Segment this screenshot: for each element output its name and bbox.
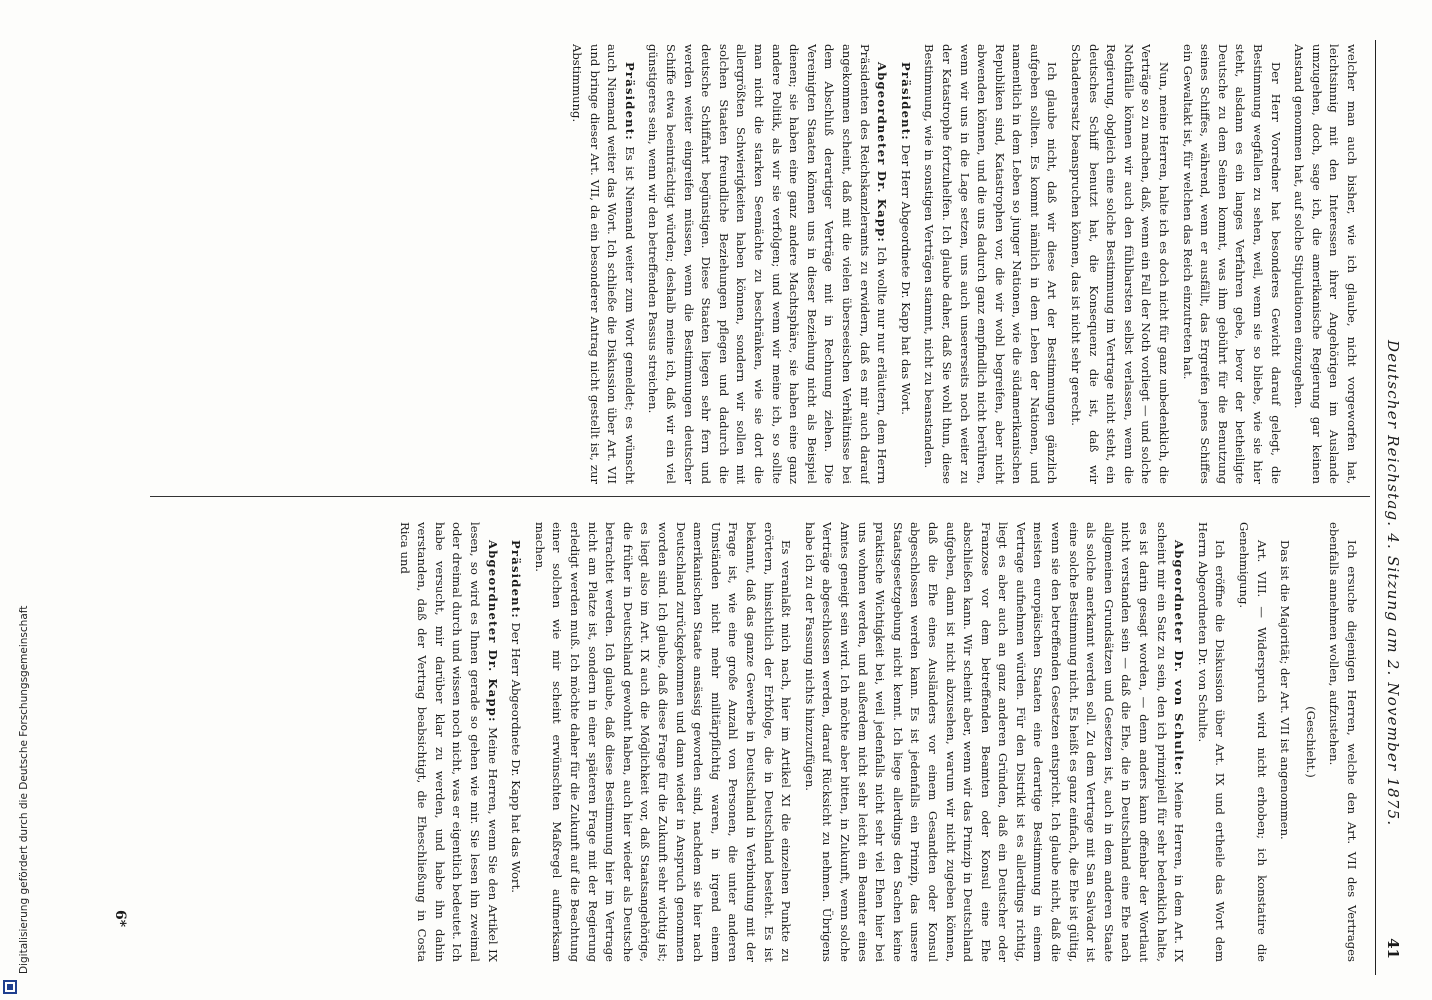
- column-divider: [150, 496, 1370, 497]
- speech: [567, 44, 637, 484]
- speech: [896, 44, 914, 484]
- page-number: 41: [1384, 938, 1402, 959]
- speech-text: Meine Herren, wenn Sie den Artikel IX lesen, so wird es Ihnen gerade so gehen wie mir. Sie lesen ihn zweimal oder dreimal durch und wissen noch nicht, was er eigentlich bedeutet. Ich habe versucht, mir darüber klar zu werden, und habe ihn dahin verstanden, daß der Vertrag beabsichtigt, die Eheschließung in Costa Rica und: [397, 522, 500, 962]
- right-column: [160, 522, 1360, 962]
- speech-text: Ich wollte nur nur erläutern, dem Herrn Präsidenten des Reichskanzleramts zu erwidern, daß es mir auch darauf angekommen scheint, daß mit die vielen überseeischen Verhältnisse bei dem Abschluß derartiger Verträge mit in Rechnung ziehen. Die Vereinigten Staaten können uns in dieser Beziehung nicht als Beispiel dienen; sie haben eine ganz andere Machtsphäre, sie haben eine ganz andere Politik, als wir sie verfolgen; und wenn wir meine ich, so sollte man nicht die starken Seemächte zu beschränken, wie sie dort die allergrößten Schwierigkeiten haben können, sondern wir sollen mit solchen Staaten freundliche Beziehungen pflegen und dadurch die deutsche Schiffahrt begünstigen. Diese Staaten liegen sehr fern und werden weiter eingreifen müssen, wenn die Bestimmungen deutscher Schiffe etwa beeinträchtigt würden; deshalb meine ich, daß wir ein viel günstigeres sein, wenn wir den betreffenden Passus streichen.: [646, 44, 890, 484]
- stage-direction: (Geschieht.): [1303, 706, 1318, 778]
- paragraph: Es veranlaßt mich nach, hier im Artikel XI die einzelnen Punkte zu erörtern, hinsichtlich der Erbfolge, die in Deutschland besteht. Es ist bekannt, daß das ganze Gewerbe in Deutschland in Verbindung mit der Frage ist, wie eine große Anzahl von Personen, die unter anderen Umständen nicht mehr militärpflichtig waren, in irgend einem amerikanischen Staate ansässig geworden sind, nachdem sie hier nach Deutschland zurückgekommen und dann wieder in Anspruch genommen worden sind. Ich glaube, daß diese Frage für die Zukunft sehr wichtig ist; es liegt also im Art. IX auch die Möglichkeit vor, daß Staatsangehörige, die früher in Deutschland gewohnt haben, auch hier wieder als Deutsche betrachtet werden. Ich glaube, daß diese Bestimmung hier im Vertrage nicht am Platze ist, sondern in einer späteren Frage mit der Regierung erledigt werden muß. Ich möchte daher für die Zukunft auf die Beachtung einer solchen wie mir scheint erwünschten Maßregel aufmerksam machen.: [532, 522, 794, 962]
- paragraph: welcher man auch bisher, wie ich glaube, nicht vorgeworfen hat, leichtsinnig mit den Interessen ihrer Angehörigen im Auslande umzugehen, doch, sage ich, die amerikanische Regierung gar keinen Anstand genommen hat, auf solche Stipulationen einzugehen.: [1292, 44, 1359, 484]
- paragraph: Ich eröffne die Diskussion über Art. IX und ertheile das Wort dem Herrn Abgeordneten Dr. von Schulte.: [1195, 522, 1228, 962]
- paragraph: Nun, meine Herren, halte ich es doch nicht für ganz unbedenklich, die Verträge so zu machen, daß, wenn ein Fall der Noth vorliegt — und solche Nothfälle können wir auch den fühlbarsten selbst verlassen, wenn die Regierung, obgleich eine solche Bestimmung im Vertrage nicht steht, ein deutsches Schiff benutzt hat, die Konsequenz die ist, daß wir Schadenersatz beanspruchen können, das ist nicht sehr gerecht.: [1069, 44, 1172, 484]
- left-column: [160, 44, 1360, 484]
- speaker-name: Präsident:: [898, 62, 913, 141]
- speaker-name: Abgeordneter Dr. Kapp:: [875, 62, 890, 243]
- digitization-credit: Digitalisierung gefördert durch die Deutsche Forschungsgemeinschaft: [18, 605, 30, 974]
- speech-text: Es ist Niemand weiter zum Wort gemeldet; es wünscht auch Niemand weiter das Wort. Ich schließe die Diskussion über Art. VII und bringe dieser Art. VII, da ein besonderer Antrag nicht gestellt ist, zur Abstimmung.: [570, 44, 637, 484]
- running-title: Deutscher Reichstag. 4. Sitzung am 2. November 1875.: [1384, 340, 1402, 827]
- speech-text: Der Herr Abgeordnete Dr. Kapp hat das Wort.: [898, 144, 913, 415]
- speech: [800, 522, 1187, 962]
- page-header: [1375, 40, 1410, 975]
- speech-text: Der Herr Abgeordnete Dr. Kapp hat das Wort.: [509, 622, 524, 893]
- paragraph: Das ist die Majorität; der Art. VII ist angenommen.: [1278, 540, 1293, 840]
- paragraph: Art. VIII. — Widerspruch wird nicht erhoben; ich konstatire die Genehmigung.: [1237, 522, 1269, 962]
- paragraph: Ich glaube nicht, daß wir diese Art der Bestimmungen gänzlich aufgeben sollten. Es kommt nämlich in dem Leben der Nationen, und namentlich in dem Leben so junger Nationen, wie die südamerikanischen Republiken sind, Katastrophen vor, die wir wohl begreifen, aber nicht abwenden können, und die uns dadurch ganz empfindlich nicht berühren, wenn wir uns in die Lage setzen, uns auch unsererseits noch weiter zu der Katastrophe fortzuhelfen. Ich glaube daher, daß Sie wohl thun, diese Bestimmung, wie in sonstigen Verträgen stammt, nicht zu beanstanden.: [922, 44, 1060, 484]
- speaker-name: Präsident:: [622, 62, 637, 141]
- speech: [507, 522, 525, 962]
- speech: [395, 522, 501, 962]
- paragraph: Der Herr Vorredner hat besonderes Gewicht darauf gelegt, die Bestimmung wegfallen zu sehen, weil, wenn sie so bliebe, wie sie hier steht, alsdann es ein langes Verfahren gebe, bevor der betheiligte Deutsche zu dem Seinen kommt, was ihm gebührt für die Benutzung seines Schiffes, während, wenn er ausfällt, das Ergreifen jenes Schiffes ein Gewaltakt ist, für welchen das Reich einzutreten hat.: [1180, 44, 1283, 484]
- speech: [644, 44, 890, 484]
- signature-mark: 6*: [112, 910, 128, 928]
- speech-text: Meine Herren, in dem Art. IX scheint mir ein Satz zu sein, den ich prinzipiell für sehr bedenklich halte, es ist darin gesagt worden, — denn anders kann offenbar der Wortlaut nicht verstanden sein — daß die Ehe, die in Deutschland eine Ehe nach allgemeinen Grundsätzen und Gesetzen ist, auch in dem anderen Staate als solche anerkannt werden soll. Zu dem Vertrage mit San Salvador ist eine solche Bestimmung nicht. Es heißt es ganz einfach, die Ehe ist gültig, wenn sie den betreffenden Gesetzen entspricht. Ich glaube nicht, daß die meisten europäischen Staaten eine derartige Bestimmung in einem Vertrage aufnehmen würden. Für den Distrikt ist es allerdings richtig, liegt es aber auch an ganz anderen Gründen, daß ein Deutscher oder Franzose vor dem betreffenden Beamten oder Konsul eine Ehe abschließen kann. Wir scheint aber, wenn wir das Prinzip in Deutschland aufgeben, dann ist nicht abzusehen, warum wir nicht zugeben können, daß die Ehe eines Ausländers vor einem Gesandten oder Konsul abgeschlossen werden kann. Es ist jedenfalls ein Prinzip, das unsere Staatsgesetzgebung nicht kennt. Ich liege allerdings den Sachen keine praktische Wichtigkeit bei, weil jedenfalls nicht sehr viel Ehen hier bei uns wohnen werden, und außerdem nicht sehr leicht ein Beamter eines Amtes geneigt sein wird. Ich möchte aber bitten, in Zukunft, wenn solche Verträge abgeschlossen werden, darauf Rücksicht zu nehmen. Übrigens habe ich zu der Fassung nichts hinzuzufügen.: [802, 522, 1187, 962]
- speaker-name: Abgeordneter Dr. von Schulte:: [1172, 540, 1187, 777]
- paragraph: Ich ersuche diejenigen Herren, welche den Art. VII des Vertrages ebenfalls annehmen wollen, aufzustehen.: [1327, 522, 1359, 962]
- speaker-name: Abgeordneter Dr. Kapp:: [485, 540, 500, 723]
- speaker-name: Präsident:: [509, 540, 524, 619]
